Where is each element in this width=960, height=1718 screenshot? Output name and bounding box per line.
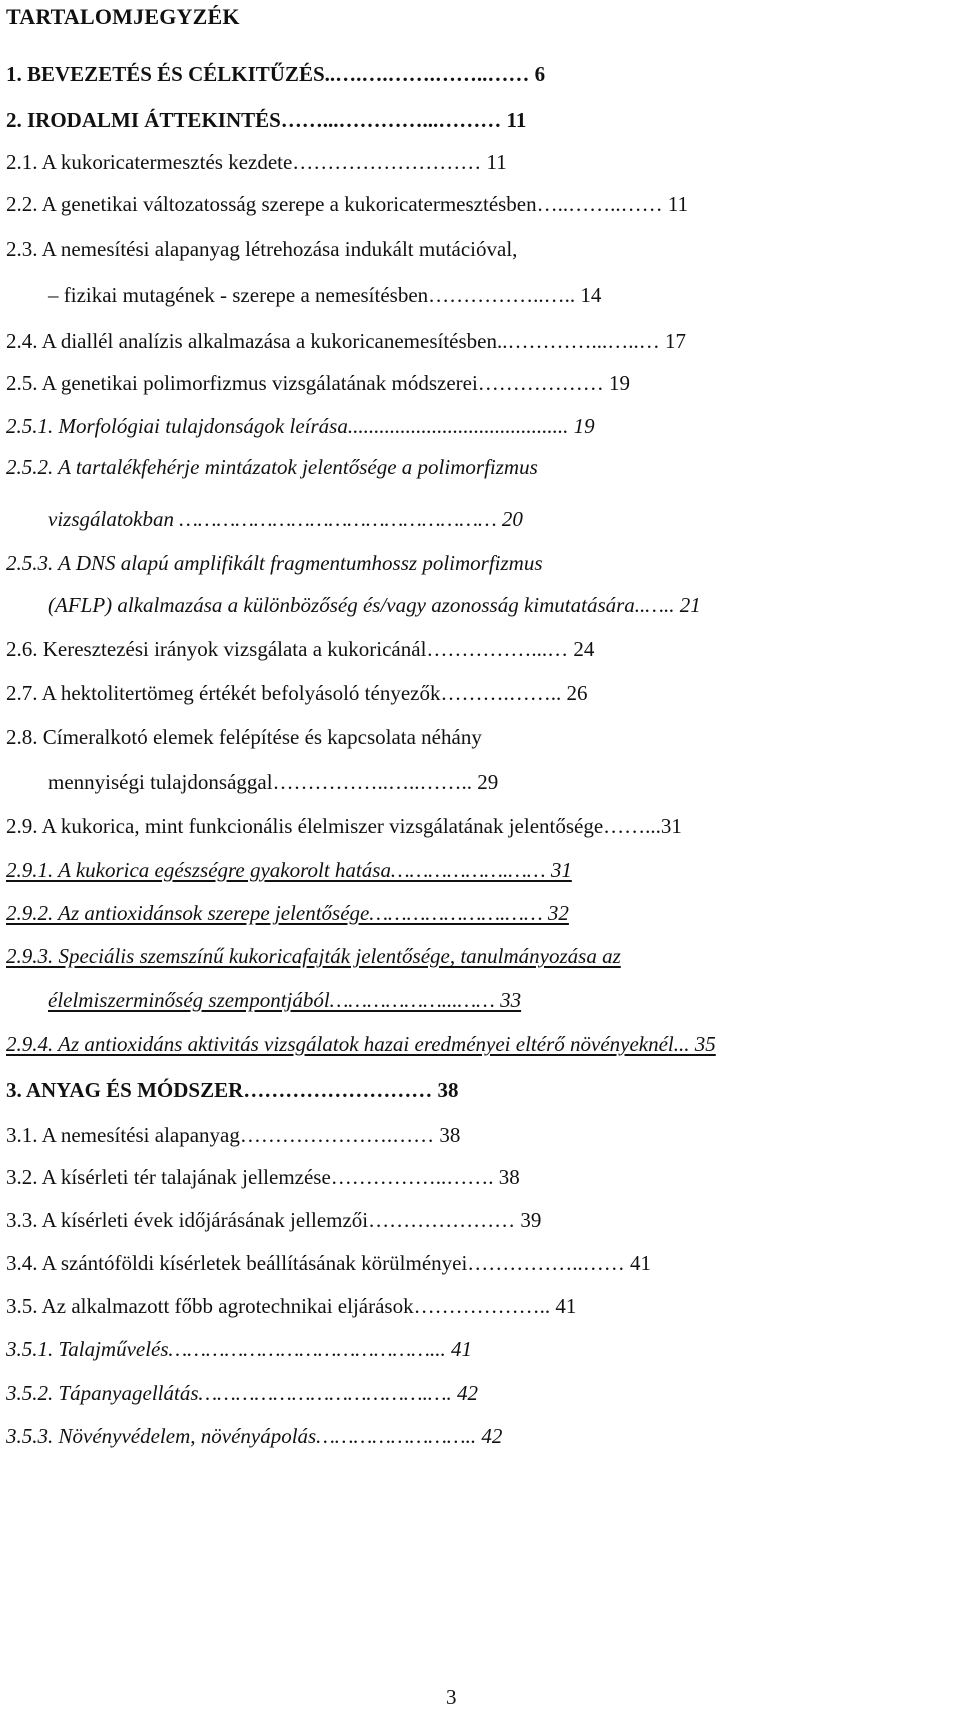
toc-entry [0,56,960,92]
toc-entry-text: 2.9.4. Az antioxidáns aktivitás vizsgálatok hazai eredményei eltérő növényeknél... 35 [6,1032,716,1056]
toc-entry [0,982,960,1018]
toc-heading: TARTALOMJEGYZÉK [6,4,240,29]
toc-entry [0,764,960,800]
toc-entry [0,675,960,711]
toc-entry-text: 3.2. A kísérleti tér talajának jellemzése……………..……. 38 [6,1165,520,1189]
toc-entry-text: 2.4. A diallél analízis alkalmazása a kukoricanemesítésben..…………...…..… 17 [6,329,686,353]
toc-entry-text: 3.3. A kísérleti évek időjárásának jellemzői………………… 39 [6,1208,542,1232]
toc-entry [0,323,960,359]
toc-entry-text: 2.8. Címeralkotó elemek felépítése és kapcsolata néhány [6,725,482,749]
toc-entry-text: mennyiségi tulajdonsággal……………..…..…….. 29 [48,770,499,794]
toc-entry-text: 3.1. A nemesítési alapanyag………………….…… 38 [6,1123,461,1147]
toc-entry [0,895,960,931]
toc-entry-text: 2.5.2. A tartalékfehérje mintázatok jelentősége a polimorfizmus [6,455,538,479]
toc-entry [0,1245,960,1281]
toc-entry-text: 3. ANYAG ÉS MÓDSZER……………………… 38 [6,1078,459,1102]
toc-entry [0,938,960,974]
toc-entry [0,545,960,581]
toc-entry-text: 2.9.2. Az antioxidánsok szerepe jelentősége………………….…… 32 [6,901,569,925]
toc-entry [0,808,960,844]
toc-entry-text: 3.5.1. Talajművelés……………………………………... 41 [6,1337,472,1361]
toc-entry-text: 2.9.3. Speciális szemszínű kukoricafajták jelentősége, tanulmányozása az [6,944,621,968]
toc-entry-text: (AFLP) alkalmazása a különbözőség és/vagy azonosság kimutatására..….. 21 [48,593,701,617]
toc-entry-text: 2.2. A genetikai változatosság szerepe a kukoricatermesztésben…..……..…… 11 [6,192,689,216]
toc-entry-text: 2.1. A kukoricatermesztés kezdete……………………… 11 [6,150,507,174]
toc-entry [0,1418,960,1454]
toc-entry-text: 3.5.2. Tápanyagellátás……………………………….…. 42 [6,1381,478,1405]
toc-entry-text: 1. BEVEZETÉS ÉS CÉLKITŰZÉS..….….…….……..…… 6 [6,62,546,86]
toc-entry-text: 3.4. A szántóföldi kísérletek beállításának körülményei……………..…… 41 [6,1251,652,1275]
toc-entry-text: 2.9.1. A kukorica egészségre gyakorolt hatása……………….…… 31 [6,858,572,882]
toc-entry [0,144,960,180]
toc-entry [0,1288,960,1324]
toc-entry-text: 2.6. Keresztezési irányok vizsgálata a kukoricánál……………...… 24 [6,637,595,661]
toc-entry-text: 3.5.3. Növényvédelem, növényápolás…………………….. 42 [6,1424,503,1448]
toc-entry [0,1072,960,1108]
toc-entry [0,231,960,267]
toc-entry-text: 2.5.3. A DNS alapú amplifikált fragmentumhossz polimorfizmus [6,551,543,575]
toc-entry [0,1375,960,1411]
toc-entry [0,587,960,623]
toc-entry [0,365,960,401]
toc-entry [0,852,960,888]
toc-entry-text: 2.9. A kukorica, mint funkcionális élelmiszer vizsgálatának jelentősége……...31 [6,814,682,838]
toc-entry-text: 2.7. A hektolitertömeg értékét befolyásoló tényezők……….…….. 26 [6,681,588,705]
toc-entry-text: 2.3. A nemesítési alapanyag létrehozása indukált mutációval, [6,237,518,261]
toc-entry [0,408,960,444]
toc-entry-text: 2.5.1. Morfológiai tulajdonságok leírása.......................................... 19 [6,414,595,438]
toc-entry-text: vizsgálatokban …………………………………………… 20 [48,507,523,531]
toc-entry-text: 2.5. A genetikai polimorfizmus vizsgálatának módszerei……………… 19 [6,371,631,395]
toc-entry [0,102,960,138]
toc-entry [0,277,960,313]
toc-entry [0,186,960,222]
toc-entry-text: – fizikai mutagének - szerepe a nemesítésben……………..….. 14 [48,283,602,307]
page-number: 3 [446,1685,457,1709]
toc-entry [0,1117,960,1153]
toc-entry [0,1202,960,1238]
toc-entry-text: élelmiszerminőség szempontjából………………...…… 33 [48,988,522,1012]
toc-entry [0,1159,960,1195]
toc-entry [0,1026,960,1062]
toc-entry-text: 3.5. Az alkalmazott főbb agrotechnikai eljárások……………….. 41 [6,1294,577,1318]
toc-entry [0,501,960,537]
toc-entry [0,449,960,485]
toc-entry [0,719,960,755]
toc-entry [0,1331,960,1367]
toc-entry [0,631,960,667]
toc-entry-text: 2. IRODALMI ÁTTEKINTÉS……...…………...……… 11 [6,108,527,132]
